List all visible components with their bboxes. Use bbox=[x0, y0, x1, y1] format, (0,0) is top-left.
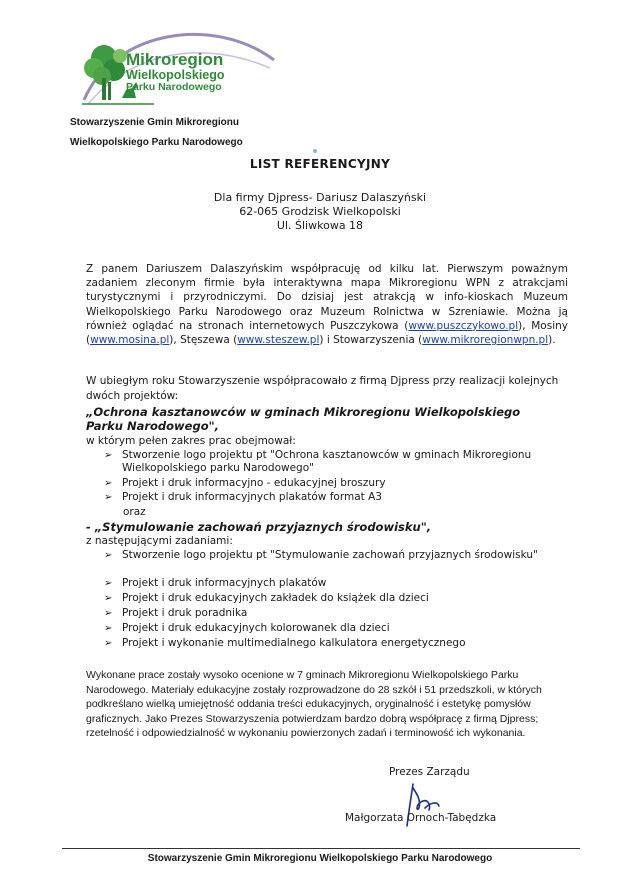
paragraph-closing: Wykonane prace zostały wysoko ocenione w 7 gminach Mikroregionu Wielkopolskiego Parku Narodowego. Materiały edukacyjne zostały rozprowadzone do 28 szkół i 51 przedszkoli, w których podkreślano wielką umiejętność oddania treści edukacyjnych, oryginalność i estetykę pomysłów graficznych. Jako Prezes Stowarzyszenia potwierdzam bardzo dobrą współpracę z firmą Djpress; rzetelność i odpowiedzialność w wykonaniu powierzonych zadań i terminowość ich wykonania. bbox=[86, 669, 542, 739]
list-item bbox=[104, 549, 544, 562]
list-item bbox=[104, 477, 544, 490]
list-item bbox=[104, 449, 544, 475]
arrow-bullet-icon: ➢ bbox=[104, 478, 113, 489]
logo-text bbox=[126, 51, 225, 93]
signer-role: Prezes Zarządu bbox=[389, 766, 470, 778]
arrow-bullet-icon: ➢ bbox=[104, 593, 113, 604]
list-item-text: Stworzenie logo projektu pt "Ochrona kasztanowców w gminach Mikroregionu Wielkopolskiego parku Narodowego" bbox=[122, 449, 532, 474]
para1-text-c: ), Stęszewa ( bbox=[169, 334, 238, 347]
letter-title: LIST REFERENCYJNY bbox=[249, 157, 391, 171]
recipient-line-3: Ul. Śliwkowa 18 bbox=[276, 219, 364, 232]
list-item bbox=[104, 577, 544, 590]
para1-text-d: ) i Stowarzyszenia ( bbox=[319, 334, 423, 347]
arrow-bullet-icon: ➢ bbox=[104, 550, 113, 561]
project-1-title: „Ochrona kasztanowców w gminach Mikroregionu Wielkopolskiego Parku Narodowego", bbox=[86, 405, 521, 433]
footer-text: Stowarzyszenie Gmin Mikroregionu Wielkopolskiego Parku Narodowego bbox=[147, 853, 493, 864]
footer-divider bbox=[62, 848, 580, 849]
list-item-text: Projekt i druk informacyjno - edukacyjnej broszury bbox=[122, 477, 386, 489]
signer-name: Małgorzata Ornoch-Tabędzka bbox=[345, 812, 497, 824]
logo-line-2: Wielkopolskiego bbox=[126, 67, 225, 82]
logo-line-3: Parku Narodowego bbox=[126, 80, 222, 93]
list-item bbox=[104, 592, 544, 605]
arrow-bullet-icon: ➢ bbox=[104, 623, 113, 634]
para1-text-b: ), Mosiny ( bbox=[86, 319, 568, 347]
logo-line-1: Mikroregion bbox=[126, 50, 224, 69]
list-item bbox=[104, 622, 544, 635]
arrow-bullet-icon: ➢ bbox=[104, 492, 113, 503]
list-item-text: Projekt i druk informacyjnych plakatów format A3 bbox=[122, 491, 382, 503]
list-item bbox=[104, 637, 544, 650]
project-2-title: - „Stymulowanie zachowań przyjaznych środowisku", bbox=[86, 520, 432, 534]
project-2-intro: z następującymi zadaniami: bbox=[86, 535, 233, 547]
project-1-intro: w którym pełen zakres prac obejmował: bbox=[86, 435, 296, 447]
decorative-dot bbox=[313, 149, 317, 153]
para1-text-e: ). bbox=[548, 334, 556, 347]
list-item bbox=[104, 491, 544, 504]
list-item-text: Projekt i druk poradnika bbox=[122, 607, 248, 619]
list-item-text: Projekt i druk informacyjnych plakatów bbox=[122, 577, 327, 589]
list-item-text: Stworzenie logo projektu pt "Stymulowanie zachowań przyjaznych środowisku" bbox=[122, 549, 538, 561]
paragraph-intro bbox=[86, 262, 568, 347]
conjunction-text: oraz bbox=[123, 506, 146, 518]
link-mikroregionwpn[interactable]: www.mikroregionwpn.pl bbox=[422, 334, 549, 347]
header-organization-line-2: Wielkopolskiego Parku Narodowego bbox=[70, 137, 243, 148]
arrow-bullet-icon: ➢ bbox=[104, 578, 113, 589]
recipient-line-1: Dla firmy Djpress- Dariusz Dalaszyński bbox=[213, 191, 427, 204]
para1-text-a: Z panem Dariuszem Dalaszyńskim współpracuję od kilku lat. Pierwszym poważnym zadaniem zleconym firmie była interaktywna mapa Mikroregionu WPN z atrakcjami turystycznymi i przyrodniczymi. Do dzisiaj jest atrakcją w info-kioskach Muzeum Wielkopolskiego Parku Narodowego oraz Muzeum Rolnictwa w Szreniawie. Można ją również oglądać na stronach internetowych Puszczykowa ( bbox=[86, 263, 568, 332]
list-item bbox=[104, 607, 544, 620]
arrow-bullet-icon: ➢ bbox=[104, 608, 113, 619]
list-item-text: Projekt i wykonanie multimedialnego kalkulatora energetycznego bbox=[122, 637, 466, 649]
link-puszczykowo[interactable]: www.puszczykowo.pl bbox=[408, 319, 519, 332]
paragraph-projects: W ubiegłym roku Stowarzyszenie współpracowało z firmą Djpress przy realizacji kolejnych dwóch projektów: bbox=[86, 375, 559, 402]
arrow-bullet-icon: ➢ bbox=[104, 450, 113, 461]
link-mosina[interactable]: www.mosina.pl bbox=[90, 334, 170, 347]
recipient-line-2: 62-065 Grodzisk Wielkopolski bbox=[239, 205, 401, 218]
list-item-text: Projekt i druk edukacyjnych kolorowanek dla dzieci bbox=[122, 622, 390, 634]
header-organization-line-1: Stowarzyszenie Gmin Mikroregionu bbox=[70, 117, 239, 128]
list-item-text: Projekt i druk edukacyjnych zakładek do książek dla dzieci bbox=[122, 592, 429, 604]
arrow-bullet-icon: ➢ bbox=[104, 638, 113, 649]
link-steszew[interactable]: www.steszew.pl bbox=[237, 334, 320, 347]
